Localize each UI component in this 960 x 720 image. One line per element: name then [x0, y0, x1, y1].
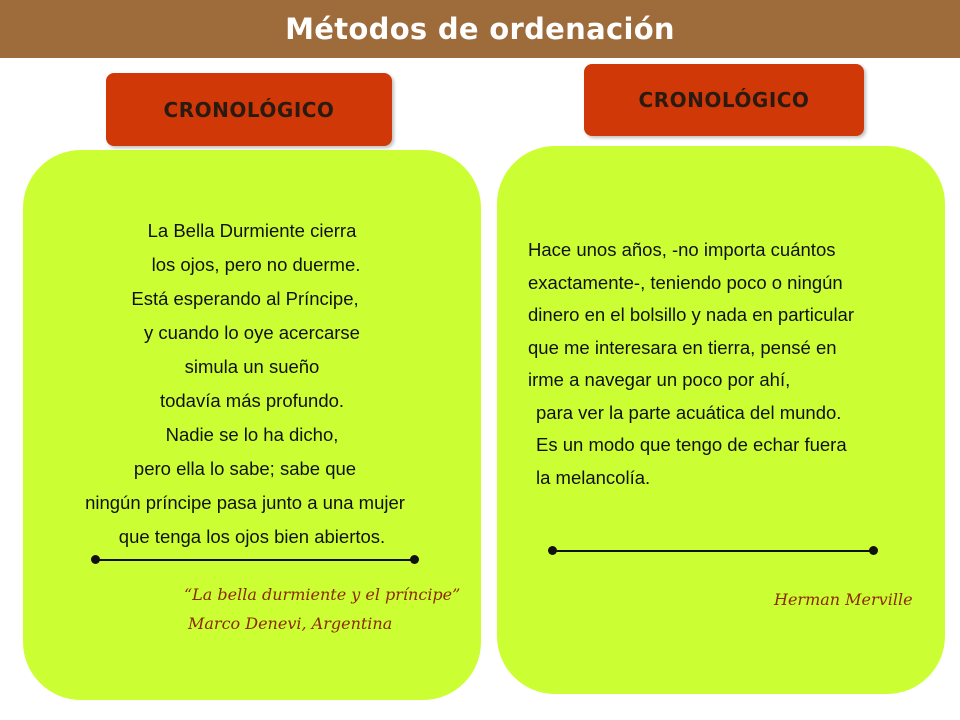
right-divider-line [553, 550, 873, 552]
prose-line: irme a navegar un poco por ahí, [528, 369, 791, 390]
poem-line: ningún príncipe pasa junto a una mujer [85, 492, 405, 513]
poem-line: simula un sueño [184, 356, 320, 377]
right-divider-dot-end [869, 546, 878, 555]
left-divider-line [96, 559, 414, 561]
prose-line: dinero en el bolsillo y nada en particular [528, 304, 855, 325]
right-category-label: CRONOLÓGICO [584, 64, 864, 136]
poem-line: los ojos, pero no duerme. [151, 254, 361, 275]
prose-line: exactamente-, teniendo poco o ningún [528, 271, 843, 293]
poem-line: Nadie se lo ha dicho, [165, 424, 339, 445]
poem-line: pero ella lo sabe; sabe que [133, 458, 357, 479]
left-divider-dot-end [410, 555, 419, 564]
prose-line: Es un modo que tengo de echar fuera [536, 434, 847, 455]
poem-line: que tenga los ojos bien abiertos. [118, 526, 386, 547]
page-title: Métodos de ordenación [285, 12, 675, 46]
prose-line: Hace unos años, -no importa cuántos [528, 239, 836, 260]
poem-line: La Bella Durmiente cierra [147, 220, 357, 241]
right-author: Herman Merville [774, 590, 913, 609]
prose-line: la melancolía. [536, 466, 651, 488]
left-work-title: “La bella durmiente y el príncipe” [184, 585, 461, 604]
right-prose-text [528, 234, 948, 494]
left-author: Marco Denevi, Argentina [188, 614, 393, 633]
prose-line: para ver la parte acuática del mundo. [536, 401, 842, 423]
left-category-label: CRONOLÓGICO [106, 73, 392, 146]
poem-line: y cuando lo oye acercarse [144, 322, 360, 343]
title-bar [0, 0, 960, 58]
left-poem-text [23, 214, 481, 554]
poem-line: Está esperando al Príncipe, [131, 288, 359, 309]
poem-line: todavía más profundo. [159, 390, 345, 411]
left-divider-dot-start [91, 555, 100, 564]
right-divider-dot-start [548, 546, 557, 555]
prose-line: que me interesara en tierra, pensé en [528, 336, 837, 358]
